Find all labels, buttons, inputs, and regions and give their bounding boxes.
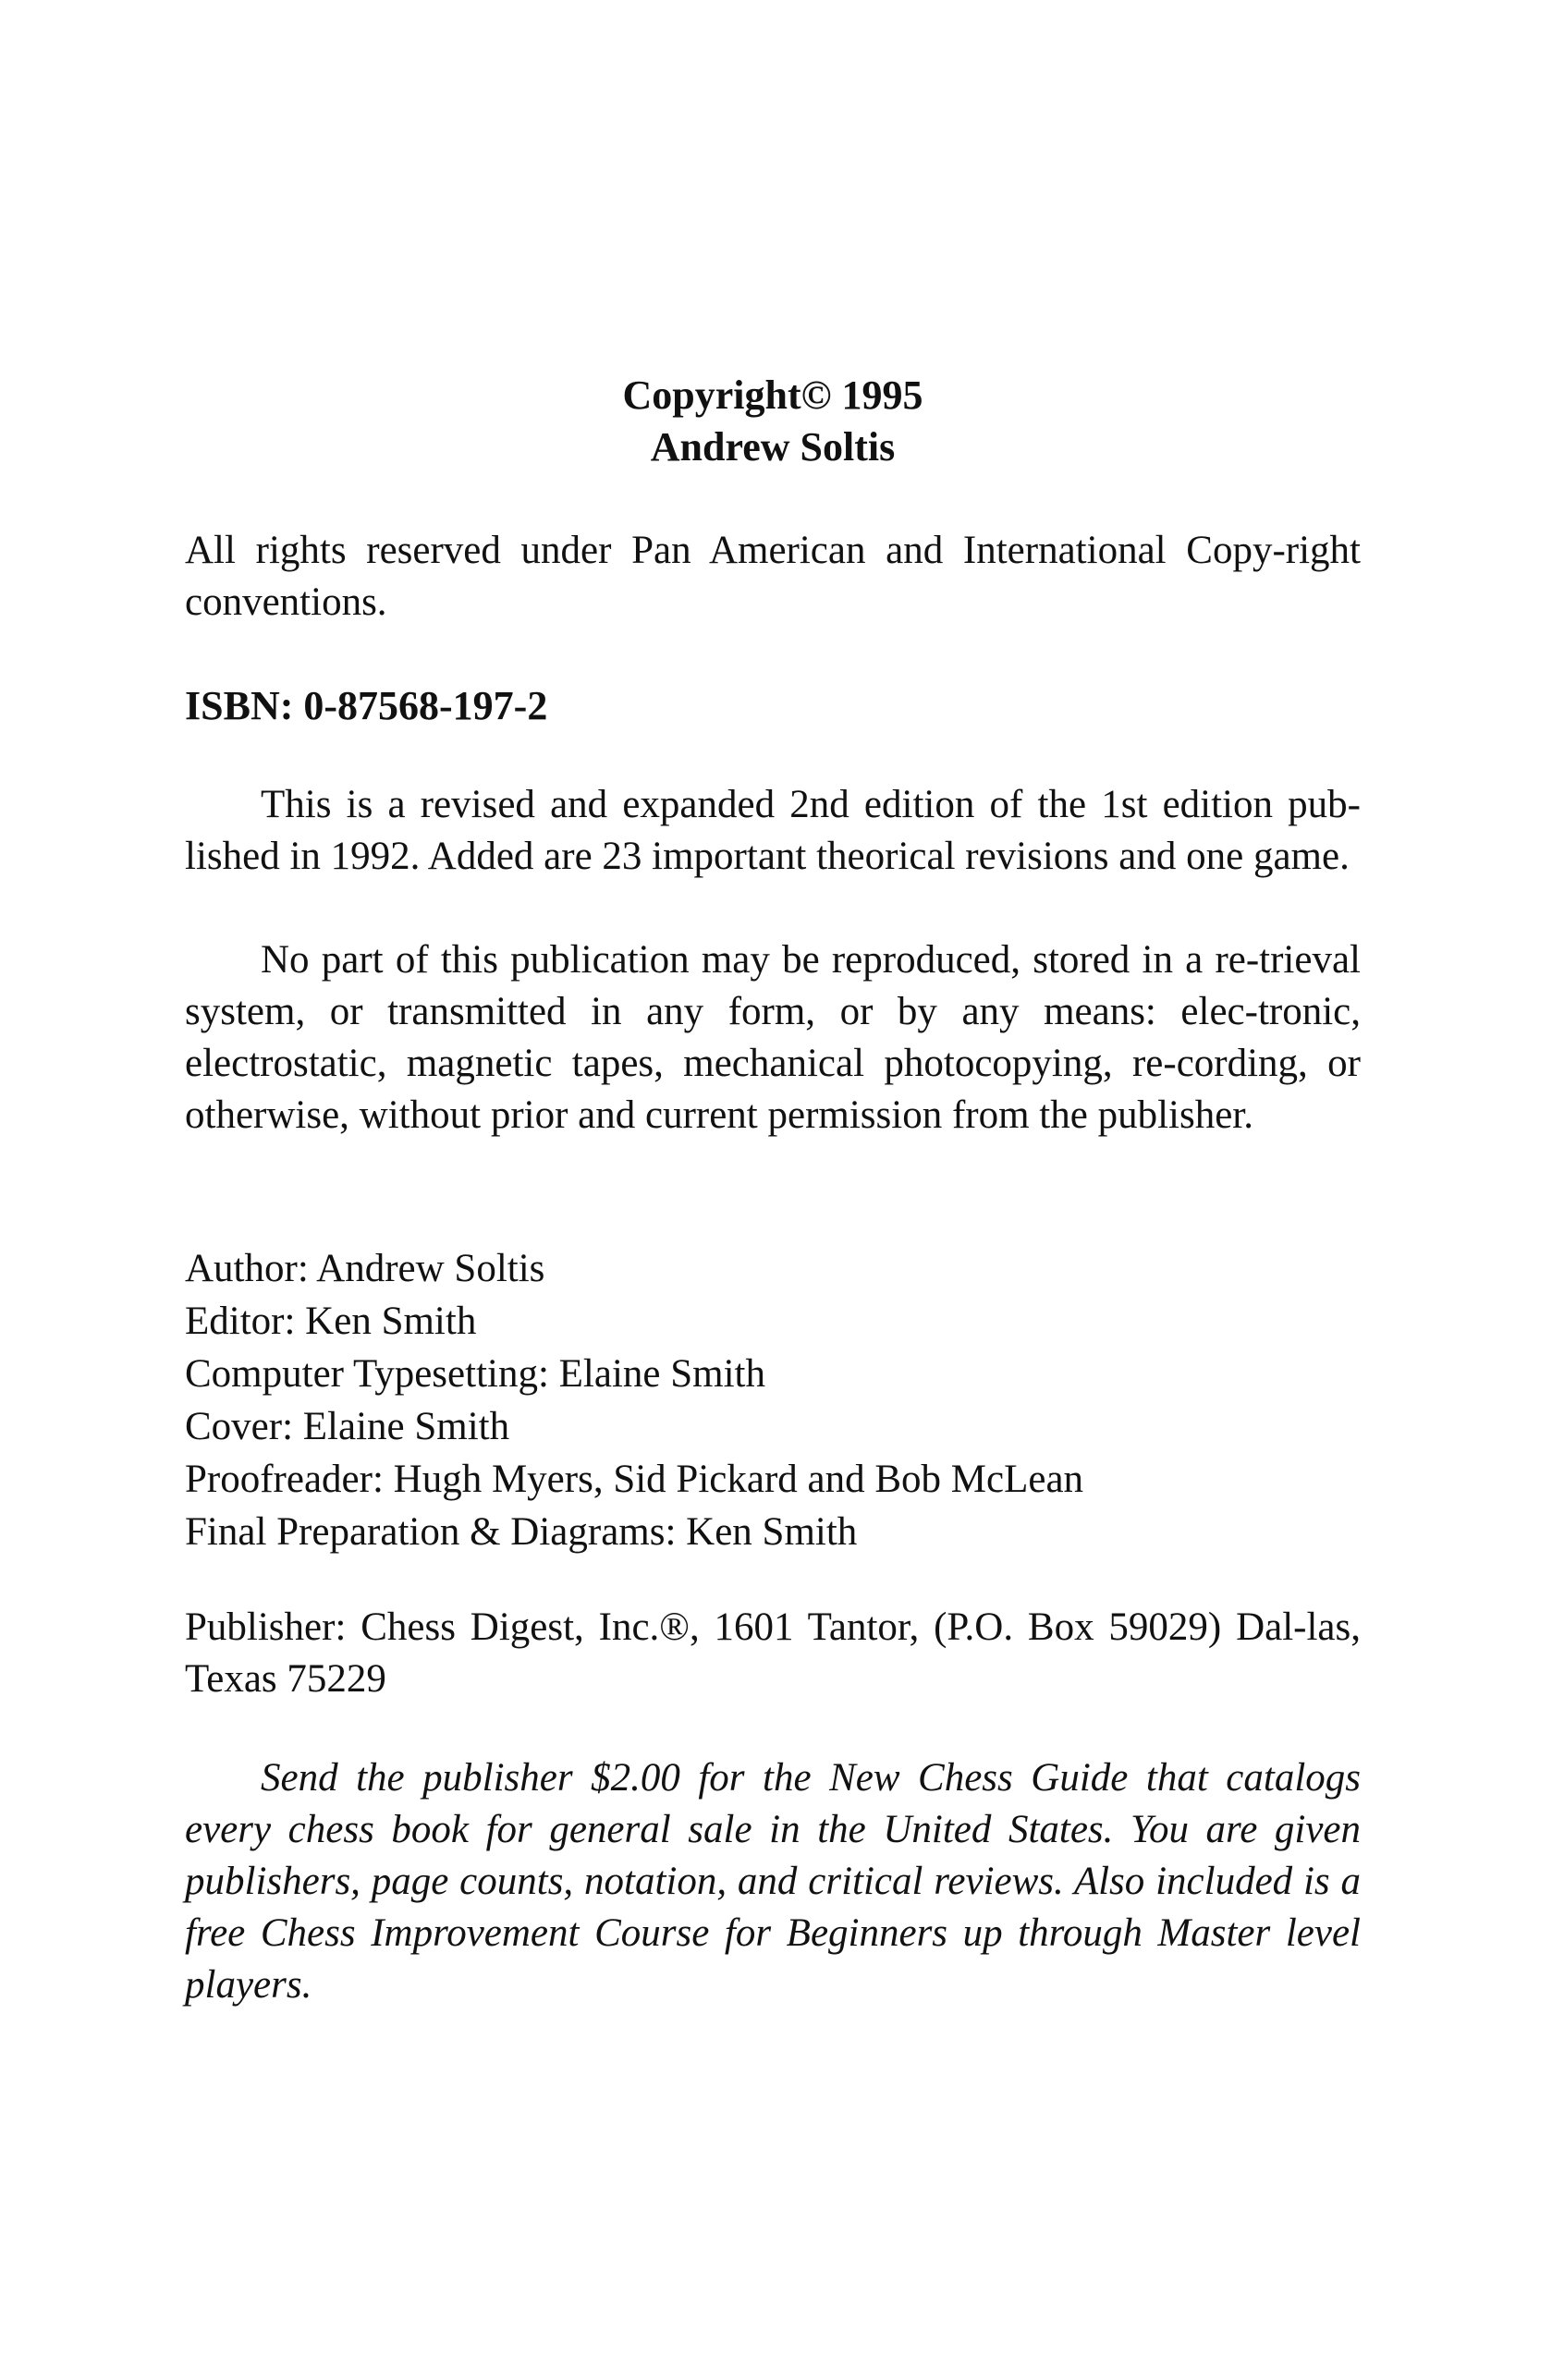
credit-typesetting: Computer Typesetting: Elaine Smith — [185, 1352, 765, 1396]
copyright-heading — [185, 370, 1361, 473]
edition-paragraph: This is a revised and expanded 2nd edition of the 1st edition pub-lished in 1992. Added are 23 important theorical revisions and one game. — [185, 783, 1361, 878]
rights-paragraph: All rights reserved under Pan American and International Copy-right conventions. — [185, 529, 1361, 624]
promo-paragraph: Send the publisher $2.00 for the New Chess Guide that catalogs every chess book for general sale in the United States. You are given publishers, page counts, notation, and critical reviews. Also included is a free Chess Improvement Course for Beginners up through Master level players. — [185, 1756, 1361, 2007]
author-name-line: Andrew Soltis — [650, 424, 896, 470]
credit-proofreader: Proofreader: Hugh Myers, Sid Pickard and Bob McLean — [185, 1458, 1084, 1501]
credits-list — [185, 1242, 1361, 1558]
credit-cover: Cover: Elaine Smith — [185, 1405, 510, 1448]
copyright-year-line: Copyright© 1995 — [622, 372, 923, 418]
no-part-paragraph: No part of this publication may be reproduced, stored in a re-trieval system, or transmitted in any form, or by any means: elec-tronic, electrostatic, magnetic tapes, mechanical photocopying, re-cording, or otherwise, without prior and current permission from the publisher. — [185, 938, 1361, 1137]
publisher-paragraph: Publisher: Chess Digest, Inc.®, 1601 Tantor, (P.O. Box 59029) Dal-las, Texas 75229 — [185, 1605, 1361, 1701]
credit-final-preparation: Final Preparation & Diagrams: Ken Smith — [185, 1510, 858, 1554]
credit-author: Author: Andrew Soltis — [185, 1247, 545, 1290]
credit-editor: Editor: Ken Smith — [185, 1300, 477, 1343]
isbn-line: ISBN: 0-87568-197-2 — [185, 683, 548, 728]
copyright-page — [185, 0, 1361, 2380]
